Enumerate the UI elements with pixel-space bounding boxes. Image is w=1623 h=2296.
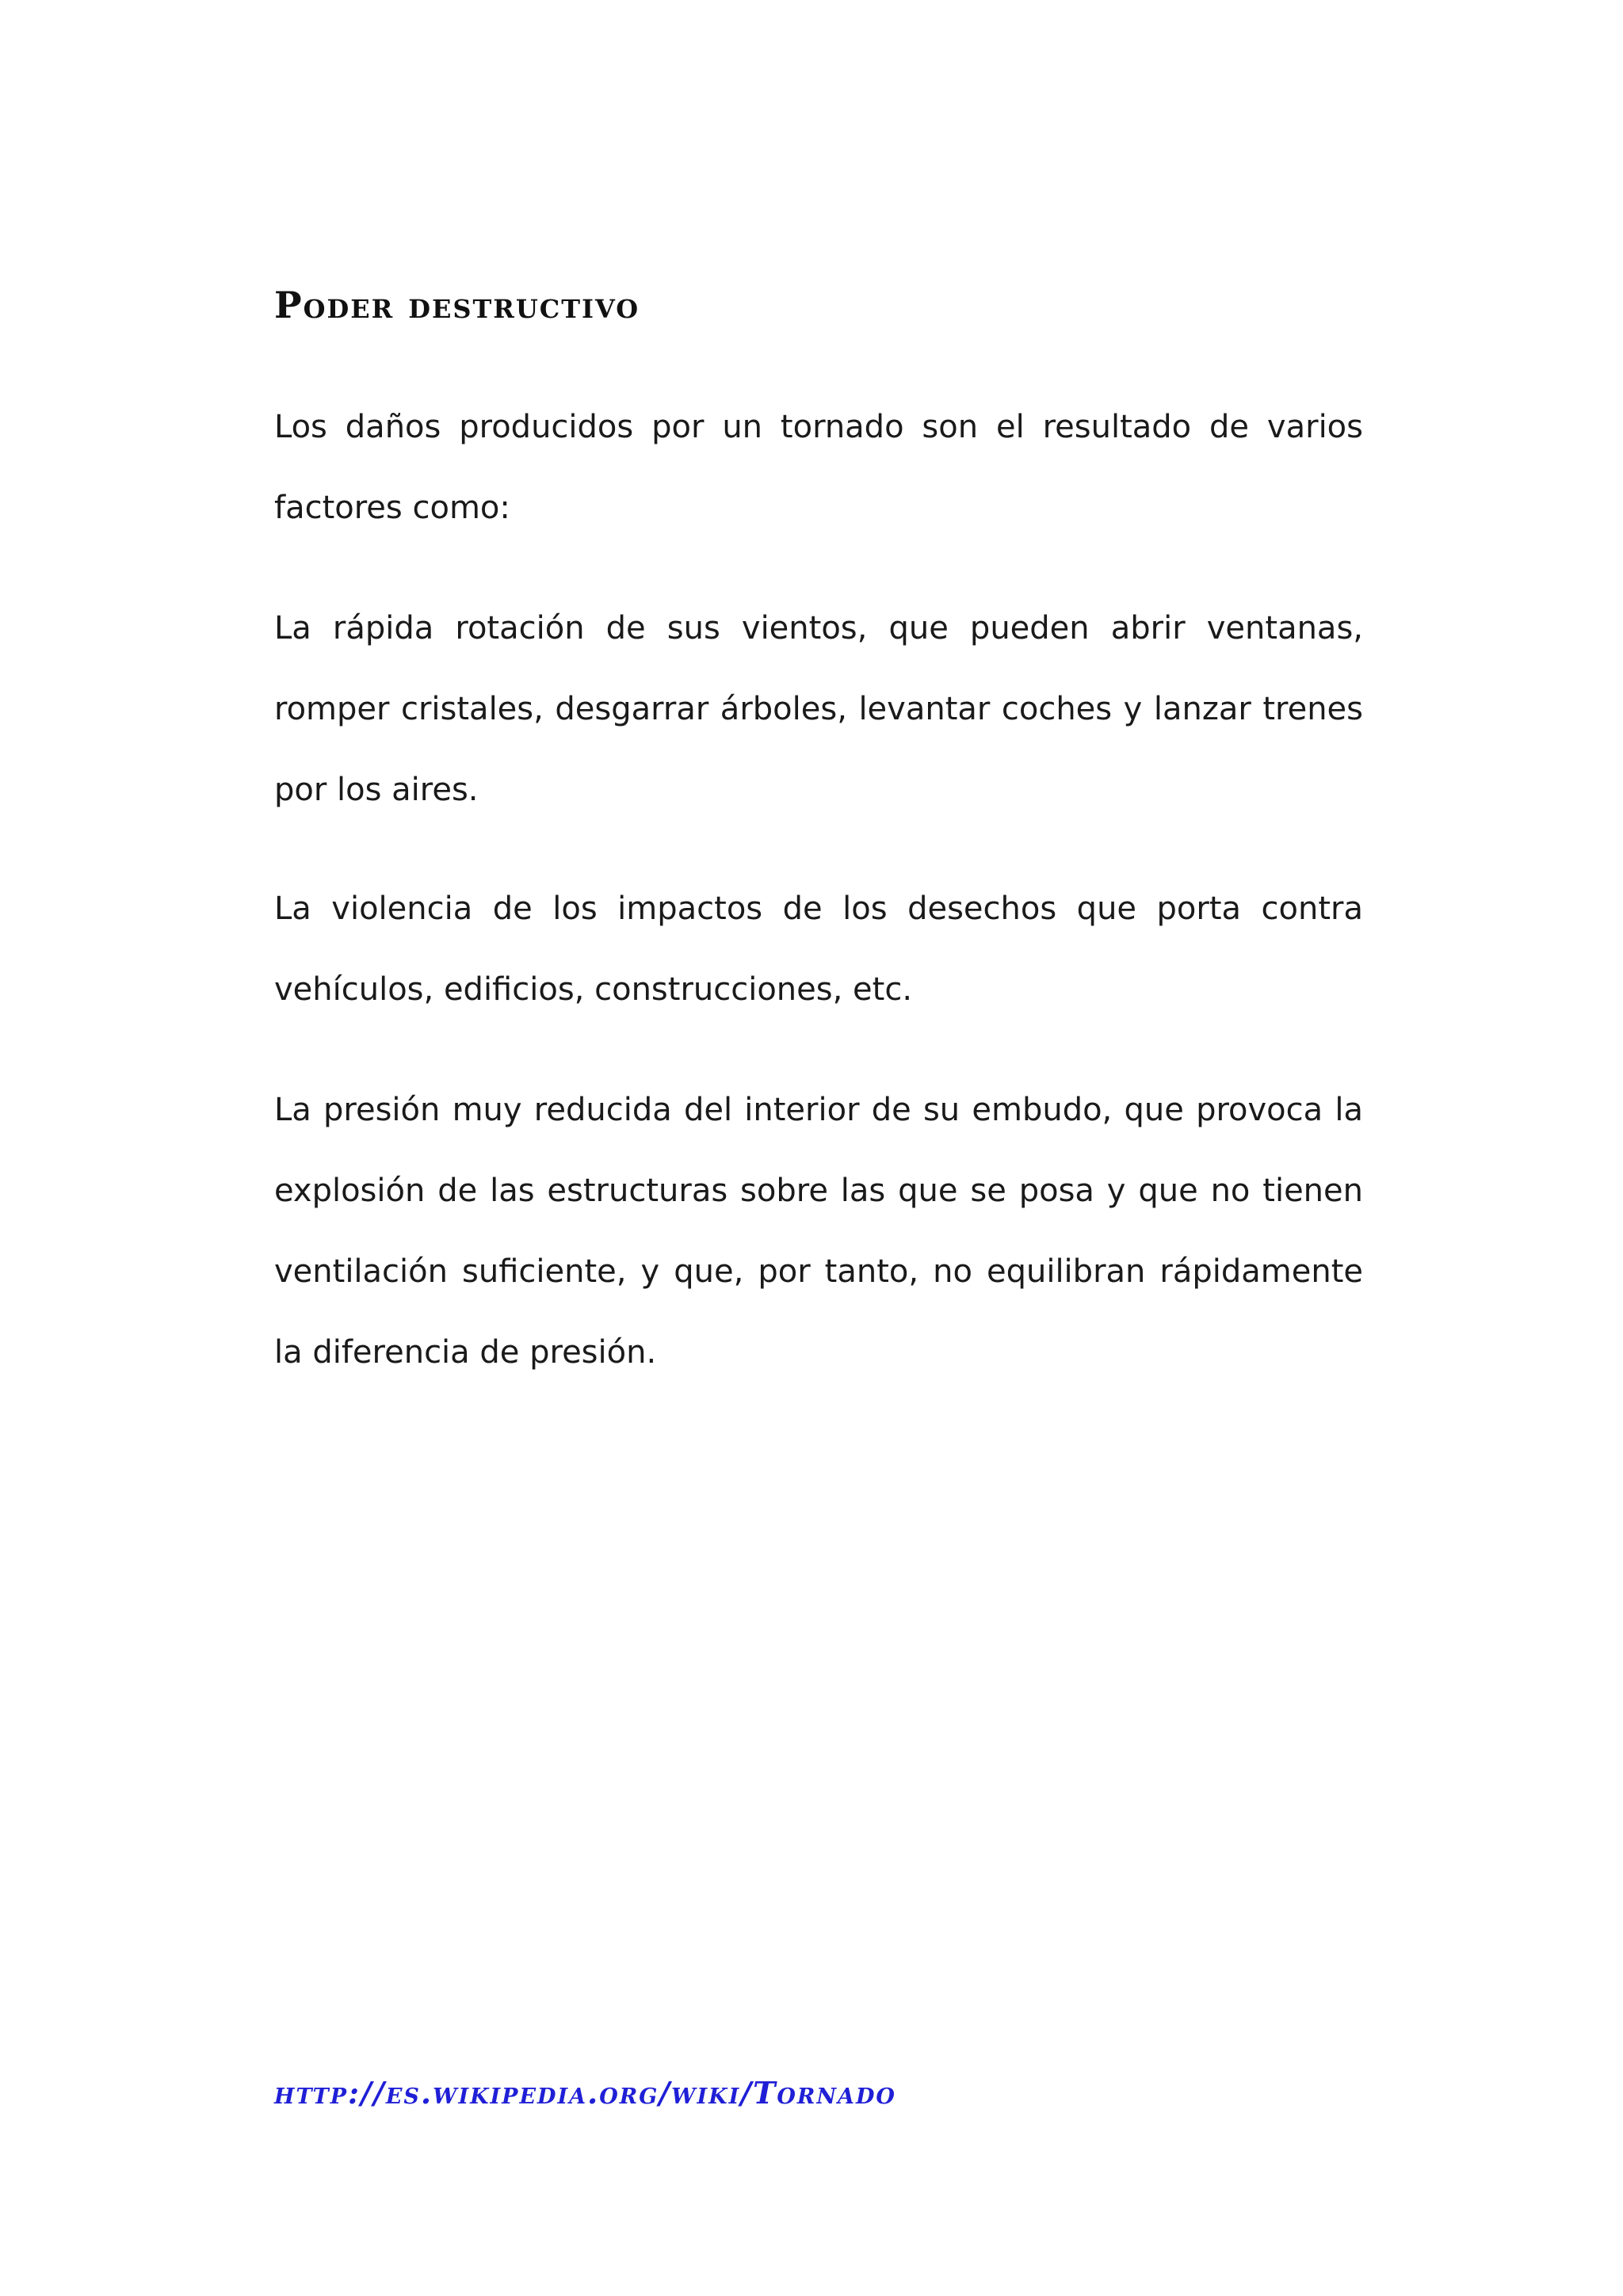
document-body	[274, 277, 1363, 1371]
paragraph-pressure: La presión muy reducida del interior de su embudo, que provoca la explosión de las estructuras sobre las que se posa y que no tienen ventilación suficiente, y que, por tanto, no equilibran rápidamente la diferencia de presión.	[274, 1092, 1363, 1371]
paragraph-intro: Los daños producidos por un tornado son el resultado de varios factores como:	[274, 409, 1363, 526]
section-heading: Poder destructivo	[274, 284, 640, 326]
paragraph-debris-impacts: La violencia de los impactos de los desechos que porta contra vehículos, edificios, construcciones, etc.	[274, 891, 1363, 1008]
paragraph-wind-rotation: La rápida rotación de sus vientos, que pueden abrir ventanas, romper cristales, desgarrar árboles, levantar coches y lanzar trenes por los aires.	[274, 610, 1363, 808]
source-link[interactable]: http://es.wikipedia.org/wiki/Tornado	[274, 2075, 896, 2111]
